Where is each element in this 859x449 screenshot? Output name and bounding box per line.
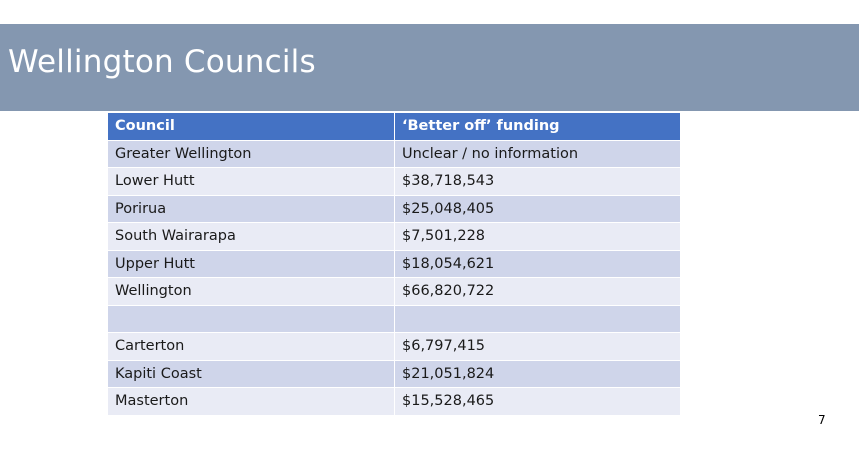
council-cell: Kapiti Coast: [108, 361, 394, 389]
table-row: [108, 168, 680, 196]
council-funding-table: [108, 113, 680, 416]
funding-cell: $6,797,415: [394, 333, 680, 361]
funding-cell: $25,048,405: [394, 196, 680, 224]
table-row: [108, 333, 680, 361]
funding-cell: $38,718,543: [394, 168, 680, 196]
table-row: [108, 388, 680, 416]
table-row: [108, 278, 680, 306]
header-funding: ‘Better off’ funding: [394, 113, 680, 141]
council-cell: Lower Hutt: [108, 168, 394, 196]
funding-cell: $21,051,824: [394, 361, 680, 389]
council-cell: Upper Hutt: [108, 251, 394, 279]
table-row: [108, 223, 680, 251]
council-cell: South Wairarapa: [108, 223, 394, 251]
table-row: [108, 196, 680, 224]
funding-cell: $7,501,228: [394, 223, 680, 251]
funding-cell: $18,054,621: [394, 251, 680, 279]
table-row: [108, 361, 680, 389]
table-row-empty: [108, 306, 680, 334]
council-cell: Masterton: [108, 388, 394, 416]
council-cell: Wellington: [108, 278, 394, 306]
table-row: [108, 141, 680, 169]
page-number: 7: [818, 413, 826, 427]
funding-cell: Unclear / no information: [394, 141, 680, 169]
funding-cell: $15,528,465: [394, 388, 680, 416]
title-bar: [0, 24, 859, 111]
council-cell: Carterton: [108, 333, 394, 361]
funding-cell: [394, 306, 680, 334]
slide-title: Wellington Councils: [8, 44, 316, 80]
council-cell: Greater Wellington: [108, 141, 394, 169]
table-header-row: [108, 113, 680, 141]
funding-cell: $66,820,722: [394, 278, 680, 306]
council-cell: Porirua: [108, 196, 394, 224]
header-council: Council: [108, 113, 394, 141]
council-cell: [108, 306, 394, 334]
table-row: [108, 251, 680, 279]
